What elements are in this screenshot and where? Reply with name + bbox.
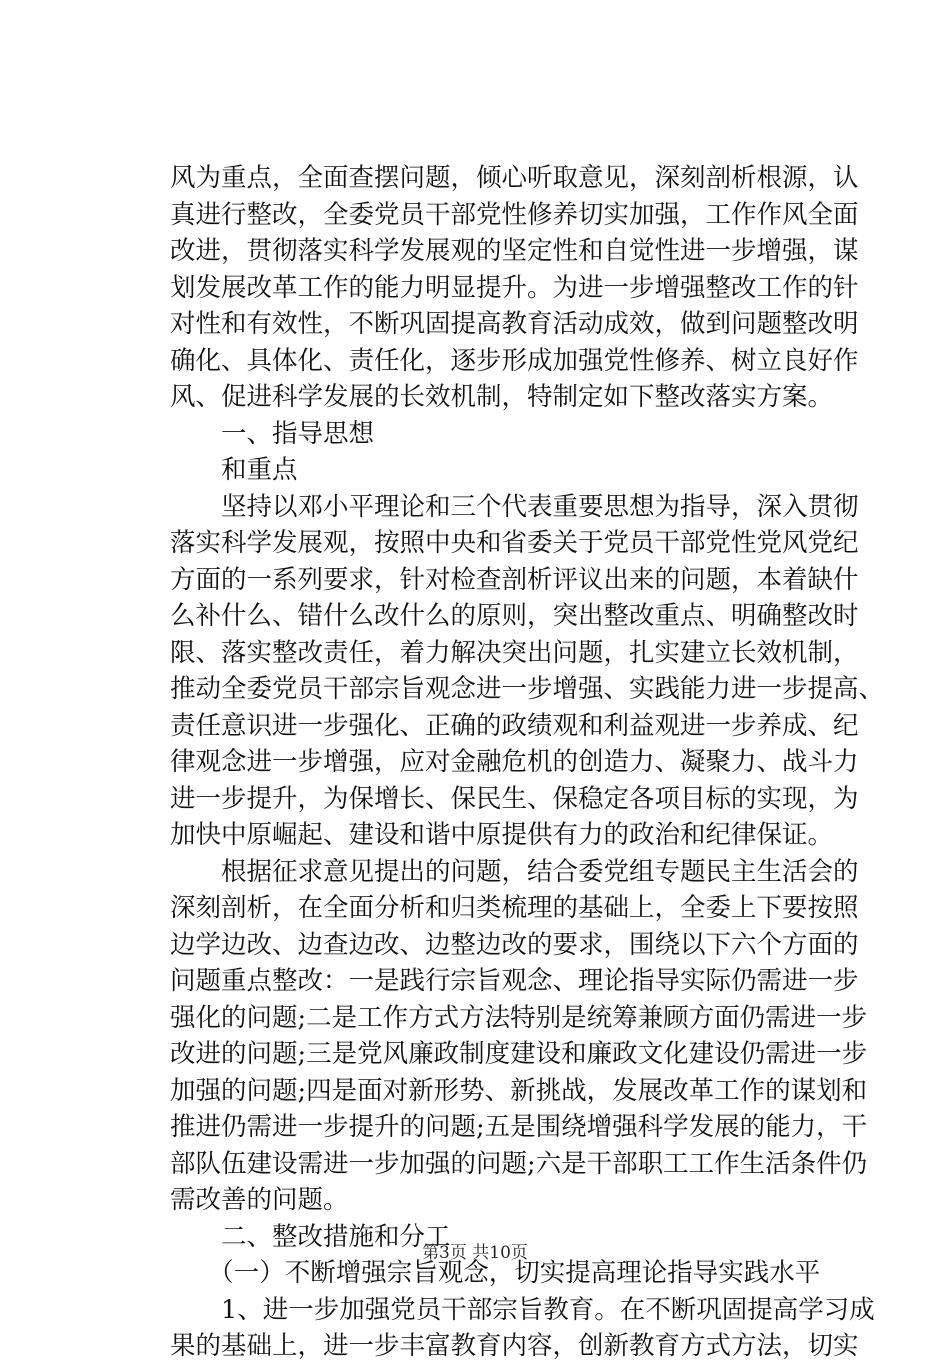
page-number-footer: 第3页 共10页 <box>422 1243 528 1263</box>
text-line: 推动全委党员干部宗旨观念进一步增强、实践能力进一步提高、 <box>170 674 885 704</box>
text-line: 根据征求意见提出的问题，结合委党组专题民主生活会的 <box>170 856 859 887</box>
text-line: 深刻剖析，在全面分析和归类梳理的基础上，全委上下要按照 <box>170 893 859 923</box>
subsection-heading: （一）不断增强宗旨观念，切实提高理论指导实践水平 <box>170 1258 821 1288</box>
text-line: 强化的问题;二是工作方式方法特别是统筹兼顾方面仍需进一步 <box>170 1002 868 1033</box>
section-heading: 一、指导思想 <box>170 418 375 449</box>
text-line: 进一步提升，为保增长、保民生、保稳定各项目标的实现，为 <box>170 783 859 814</box>
text-line: 风、促进科学发展的长效机制，特制定如下整改落实方案。 <box>170 382 834 412</box>
section-heading: 二、整改措施和分工 <box>170 1221 451 1252</box>
text-line: 部队伍建设需进一步加强的问题;六是干部职工工作生活条件仍 <box>170 1148 868 1179</box>
text-line: 律观念进一步增强，应对金融危机的创造力、凝聚力、战斗力 <box>170 747 859 777</box>
text-line: 责任意识进一步强化、正确的政绩观和利益观进一步养成、纪 <box>170 710 859 741</box>
text-line: 改进，贯彻落实科学发展观的坚定性和自觉性进一步增强，谋 <box>170 236 859 266</box>
text-line: 问题重点整改：一是践行宗旨观念、理论指导实际仍需进一步 <box>170 966 859 996</box>
text-line: 限、落实整改责任，着力解决突出问题，扎实建立长效机制， <box>170 637 859 668</box>
text-line: 1、进一步加强党员干部宗旨教育。在不断巩固提高学习成 <box>170 1294 875 1325</box>
text-line: 边学边改、边查边改、边整边改的要求，围绕以下六个方面的 <box>170 929 859 960</box>
text-line: 对性和有效性，不断巩固提高教育活动成效，做到问题整改明 <box>170 309 859 339</box>
document-body <box>170 160 885 1365</box>
text-line: 么补什么、错什么改什么的原则，突出整改重点、明确整改时 <box>170 601 859 631</box>
text-line: 真进行整改，全委党员干部党性修养切实加强，工作作风全面 <box>170 199 859 230</box>
text-line: 划发展改革工作的能力明显提升。为进一步增强整改工作的针 <box>170 272 859 303</box>
text-line: 果的基础上，进一步丰富教育内容，创新教育方式方法，切实 <box>170 1331 859 1361</box>
text-line: 方面的一系列要求，针对检查剖析评议出来的问题，本着缺什 <box>170 564 859 595</box>
section-heading-continued: 和重点 <box>170 455 298 485</box>
text-line: 确化、具体化、责任化，逐步形成加强党性修养、树立良好作 <box>170 345 859 376</box>
text-line: 加快中原崛起、建设和谐中原提供有力的政治和纪律保证。 <box>170 820 834 850</box>
text-line: 推进仍需进一步提升的问题;五是围绕增强科学发展的能力，干 <box>170 1112 868 1142</box>
text-line: 需改善的问题。 <box>170 1185 349 1215</box>
text-line: 改进的问题;三是党风廉政制度建设和廉政文化建设仍需进一步 <box>170 1039 868 1069</box>
text-line: 风为重点，全面查摆问题，倾心听取意见，深刻剖析根源，认 <box>170 163 859 193</box>
text-line: 坚持以邓小平理论和三个代表重要思想为指导，深入贯彻 <box>170 491 859 522</box>
text-line: 落实科学发展观，按照中央和省委关于党员干部党性党风党纪 <box>170 528 859 558</box>
text-line: 加强的问题;四是面对新形势、新挑战，发展改革工作的谋划和 <box>170 1075 868 1106</box>
